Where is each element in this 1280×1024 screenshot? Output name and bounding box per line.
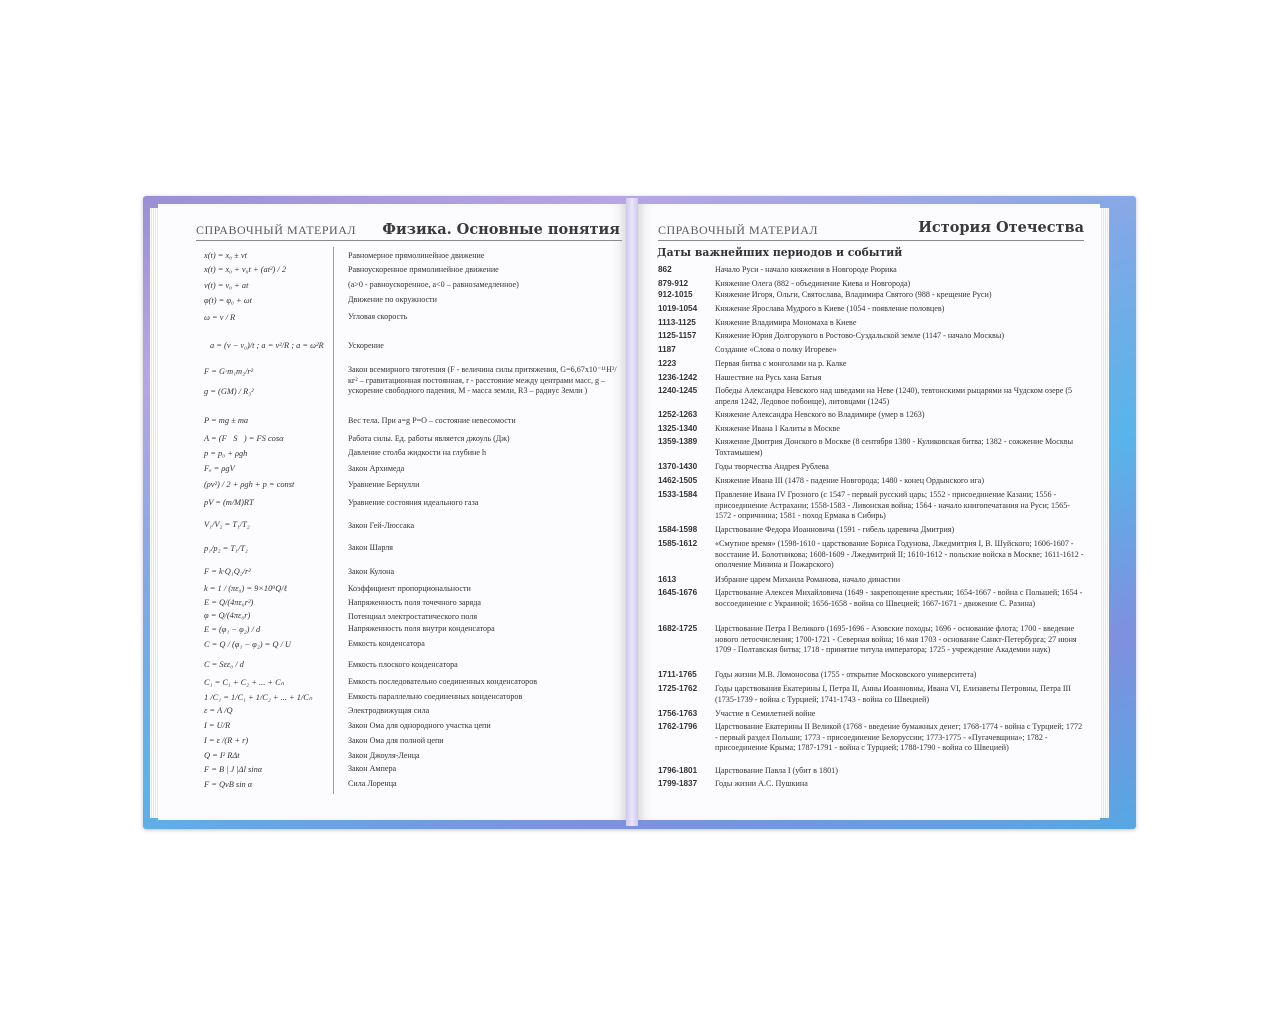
formula-description: Равноускоренное прямолинейное движение xyxy=(348,265,499,274)
page-edges-left xyxy=(150,208,158,818)
left-header-label: СПРАВОЧНЫЙ МАТЕРИАЛ xyxy=(196,223,357,237)
event-text: Нашествие на Русь хана Батыя xyxy=(715,373,822,382)
formula: F = QvB sin α xyxy=(204,780,253,789)
event-date: 1725-1762 xyxy=(658,684,698,693)
event-date: 1187 xyxy=(658,345,676,354)
event-text: Участие в Семилетней войне xyxy=(715,709,816,718)
formula-description: (a>0 - равноускоренное, a<0 – равнозамедленное) xyxy=(348,280,519,289)
formula: v(t) = v₀ + at xyxy=(204,281,249,290)
formula-description: Закон Ампера xyxy=(348,764,397,773)
formula: 1 /C₁ = 1/C₁ + 1/C₂ + ... + 1/Cₙ xyxy=(204,693,313,702)
formula-description: Потенциал электростатического поля xyxy=(348,612,478,621)
formula: φ(t) = φ₀ + ωt xyxy=(204,296,253,305)
formula: P = mg ± ma xyxy=(204,416,249,425)
event-text: Царствование Петра I Великого (1695-1696 - Азовские походы; 1696 - основание флота; 1700 - введение нового летосчисления; 1700-1721 - Северная война; 16 мая 1703 - основание Санкт-Петербурга; 27 июня 1709 - Полтавская битва; 1718 - принятие титула императора; 1725 - учреждение Академии наук) xyxy=(715,624,1077,654)
formula-description: Емкость плоского конденсатора xyxy=(348,660,458,669)
event-text: Годы царствования Екатерины I, Петра II, Анны Иоанновны, Ивана VI, Елизаветы Петровны, Петра III (1735-1739 - война с Турцией; 1741-1743 - война со Швецией) xyxy=(715,684,1071,704)
event-text: Создание «Слова о полку Игореве» xyxy=(715,345,837,354)
formula-description: Давление столба жидкости на глубине h xyxy=(348,448,487,457)
formula: pV = (m/M)RT xyxy=(204,498,254,507)
event-text: Княжение Игоря, Ольги, Святослава, Владимира Святого (988 - крещение Руси) xyxy=(715,290,992,299)
event-date: 1796-1801 xyxy=(658,766,698,775)
event-date: 1799-1837 xyxy=(658,779,698,788)
event-date: 1613 xyxy=(658,575,677,584)
event-text: «Смутное время» (1598-1610 - царствование Бориса Годунова, Лжедмитрия I, В. Шуйского; 1606-1607 - восстание И. Болотникова; 1608-1609 - Лжедмитрий II; 1610-1612 - польские войска в Москве; 1611-1612 - ополчение Минина и Пожарского) xyxy=(715,539,1084,569)
event-text: Княжение Юрия Долгорукого в Ростово-Суздальской земле (1147 - начало Москвы) xyxy=(715,331,1005,340)
event-text: Первая битва с монголами на р. Калке xyxy=(715,359,847,368)
event-date: 1584-1598 xyxy=(658,525,698,534)
formula-description: Закон Кулона xyxy=(348,567,395,576)
formula-description: Закон Гей-Люссака xyxy=(348,521,415,530)
formula: F = G·m₁m₂/r² xyxy=(204,367,254,376)
formula: F = B | J |Δl sinα xyxy=(204,765,263,774)
right-header-label: СПРАВОЧНЫЙ МАТЕРИАЛ xyxy=(658,223,819,237)
formula-description: Электродвижущая сила xyxy=(348,706,430,715)
formula: x(t) = x₀ ± vt xyxy=(204,251,247,260)
event-date: 1533-1584 xyxy=(658,490,698,499)
formula: C₁ = C₁ + C₂ + ... + Cₙ xyxy=(204,678,285,687)
event-text: Княжение Олега (882 - объединение Киева и Новгорода) xyxy=(715,279,911,288)
formula: g = (GM) / R₃² xyxy=(204,387,254,396)
formula-description: Закон Ома для полной цепи xyxy=(348,736,444,745)
event-text: Княжение Ярослава Мудрого в Киеве (1054 - появление половцев) xyxy=(715,304,945,313)
formula: (ρv²) / 2 + ρgh + p = const xyxy=(204,480,295,489)
formula-description: Коэффициент пропорциональности xyxy=(348,584,471,593)
formula-description: Работа силы. Ед. работы является джоуль (Дж) xyxy=(348,434,510,443)
left-header-rule xyxy=(196,240,622,241)
event-date: 1223 xyxy=(658,359,677,368)
formula: E = Q/(4πε₀r²) xyxy=(204,598,254,607)
book-spine xyxy=(626,198,638,826)
event-text: Годы жизни А.С. Пушкина xyxy=(715,779,808,788)
history-subtitle: Даты важнейших периодов и событий xyxy=(657,246,903,259)
formula-description: Емкость последовательно соединенных конденсаторов xyxy=(348,677,538,686)
event-date: 879-912 xyxy=(658,279,689,288)
event-text: Годы жизни М.В. Ломоносова (1755 - открытие Московского университета) xyxy=(715,670,977,679)
formula: Q = I² RΔt xyxy=(204,751,240,760)
formula-description: Сила Лоренца xyxy=(348,779,397,788)
event-date: 1645-1676 xyxy=(658,588,698,597)
formula-description: Равномерное прямолинейное движение xyxy=(348,251,485,260)
formula-description: Уравнение состояния идеального газа xyxy=(348,498,479,507)
event-text: Княжение Дмитрия Донского в Москве (8 сентября 1380 - Куликовская битва; 1382 - сожжение Москвы Тохтамышем) xyxy=(715,437,1074,457)
event-date: 1236-1242 xyxy=(658,373,698,382)
event-text: Царствование Павла I (убит в 1801) xyxy=(715,766,838,775)
formula: p = p₀ + ρgh xyxy=(204,449,248,458)
formula-description: Емкость конденсатора xyxy=(348,639,425,648)
formula-description: Вес тела. При a=g P=O – состояние невесомости xyxy=(348,416,516,425)
formula-description: Закон Архимеда xyxy=(348,464,405,473)
event-date: 1370-1430 xyxy=(658,462,698,471)
formula: I = U/R xyxy=(204,721,231,730)
formula-description: Закон всемирного тяготения (F - величина силы притяжения, G=6,67x10⁻¹¹Н²/кг² – гравитационная постоянная, r - расстояние между центрами масс, g – ускорение свободного падения, M - масса земли, R3 – радиус Земли ) xyxy=(348,365,617,395)
event-date: 912-1015 xyxy=(658,290,693,299)
formula: I = ε /(R + r) xyxy=(204,736,249,745)
formula-description: Закон Джоуля-Ленца xyxy=(348,751,420,760)
right-page-title: История Отечества xyxy=(918,219,1084,236)
formula-description: Закон Ома для однородного участка цепи xyxy=(348,721,491,730)
event-date: 1240-1245 xyxy=(658,386,698,395)
formula: A = (F⃗S⃗) = FS cosα xyxy=(204,434,284,443)
formula-description: Напряженность поля точечного заряда xyxy=(348,598,481,607)
formula-description: Уравнение Бернулли xyxy=(348,480,420,489)
event-date: 862 xyxy=(658,265,672,274)
formula: C = Q / (φ₁ − φ₂) = Q / U xyxy=(204,640,291,649)
event-text: Годы творчества Андрея Рублева xyxy=(715,462,829,471)
page-edges-right xyxy=(1100,208,1109,818)
event-date: 1756-1763 xyxy=(658,709,698,718)
event-text: Княжение Ивана III (1478 - падение Новгорода; 1480 - конец Ордынского ига) xyxy=(715,476,985,485)
formula: V₁/V₂ = T₁/T₂ xyxy=(204,520,250,529)
formula-description: Ускорение xyxy=(348,341,384,350)
event-text: Избрание царем Михаила Романова, начало династии xyxy=(715,575,901,584)
left-column-divider xyxy=(333,247,334,794)
event-date: 1711-1765 xyxy=(658,670,697,679)
event-text: Начало Руси - начало княжения в Новгороде Рюрика xyxy=(715,265,897,274)
formula: Fₐ = ρgV xyxy=(204,464,235,473)
event-text: Победы Александра Невского над шведами на Неве (1240), тевтонскими рыцарями на Чудском озере (5 апреля 1242, Ледовое побоище), литовцами (1245) xyxy=(715,386,1073,406)
event-date: 1252-1263 xyxy=(658,410,698,419)
event-date: 1682-1725 xyxy=(658,624,698,633)
event-text: Правление Ивана IV Грозного (с 1547 - первый русский царь; 1552 - присоединение Казани; 1556 - присоединение Астрахани; 1558-1583 - Ливонская война; 1564 - начало книгопечатания на Руси; 1565-1572 - опричнина; 1581 - поход Ермака в Сибирь) xyxy=(715,490,1070,520)
formula-description: Емкость параллельно соединенных конденсаторов xyxy=(348,692,523,701)
formula: a = (v − v₀)/t ; a = v²/R ; a = ω²R xyxy=(210,341,324,350)
formula: ω = v / R xyxy=(204,313,236,322)
event-date: 1585-1612 xyxy=(658,539,698,548)
event-date: 1462-1505 xyxy=(658,476,698,485)
left-page-title: Физика. Основные понятия xyxy=(382,221,620,238)
formula: k = 1 / (πε₀) = 9×10⁹Q/ℓ xyxy=(204,584,288,593)
formula-description: Движение по окружности xyxy=(348,295,437,304)
event-text: Княжение Ивана I Калиты в Москве xyxy=(715,424,840,433)
event-date: 1113-1125 xyxy=(658,318,696,327)
event-text: Царствование Екатерины II Великой (1768 - введение бумажных денег; 1768-1774 - война с Турцией; 1772 - первый раздел Польши; 1773 - присоединение Белоруссии; 1773-1775 - «Пугачевщина»; 1782 - присоединение Крыма; 1787-1791 - война с Турцией; 1788-1790 - война со Швецией) xyxy=(715,722,1083,752)
event-text: Княжение Александра Невского во Владимире (умер в 1263) xyxy=(715,410,925,419)
formula-description: Угловая скорость xyxy=(348,312,408,321)
event-date: 1762-1796 xyxy=(658,722,698,731)
event-text: Царствование Федора Иоанновича (1591 - гибель царевича Дмитрия) xyxy=(715,525,955,534)
event-date: 1019-1054 xyxy=(658,304,698,313)
event-date: 1359-1389 xyxy=(658,437,698,446)
event-date: 1125-1157 xyxy=(658,331,697,340)
formula: φ = Q/(4πε₀r) xyxy=(204,611,251,620)
event-text: Княжение Владимира Мономаха в Киеве xyxy=(715,318,857,327)
formula: x(t) = x₀ + v₀t + (at²) / 2 xyxy=(204,265,287,274)
formula: C = Sεε₀ / d xyxy=(204,660,244,669)
formula: ε = A /Q xyxy=(204,706,233,715)
event-date: 1325-1340 xyxy=(658,424,698,433)
formula-description: Напряженность поля внутри конденсатора xyxy=(348,624,495,633)
formula: F = k·Q₁Q₂/r² xyxy=(204,567,251,576)
formula: E = (φ₁ − φ₂) / d xyxy=(204,625,261,634)
right-header-rule xyxy=(658,240,1084,241)
formula: p₁/p₂ = T₁/T₂ xyxy=(204,544,248,553)
event-text: Царствование Алексея Михайловича (1649 - закрепощение крестьян; 1654-1667 - война с Польшей; 1654 - воссоединение с Украиной; 1656-1658 - война со Швецией; 1667-1671 - движение С. Разина) xyxy=(715,588,1083,608)
formula-description: Закон Шарля xyxy=(348,543,394,552)
